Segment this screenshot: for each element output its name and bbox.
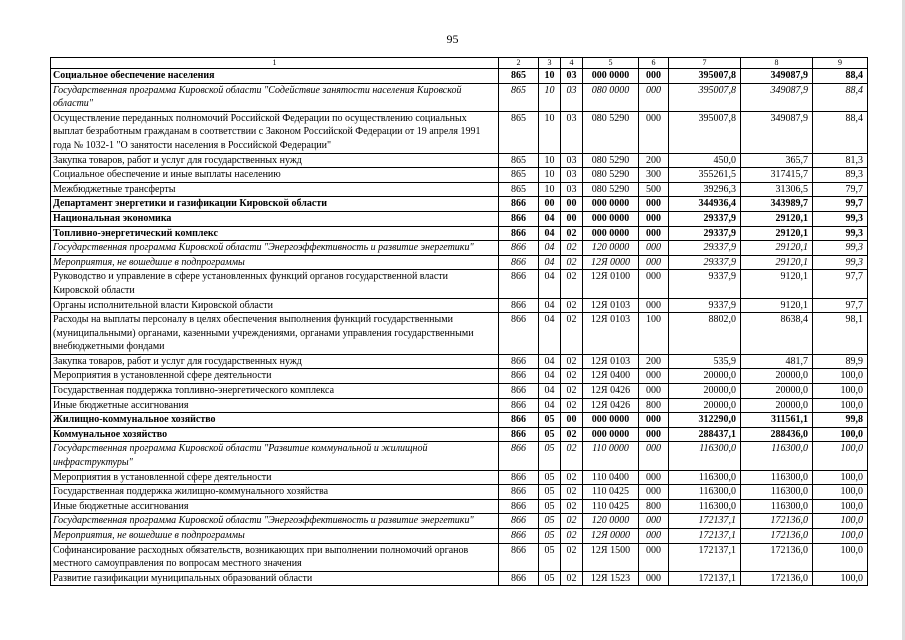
cell-expense-type: 000 xyxy=(639,470,669,485)
cell-executed-amount: 29120,1 xyxy=(741,255,813,270)
row-name: Иные бюджетные ассигнования xyxy=(51,499,499,514)
row-name: Иные бюджетные ассигнования xyxy=(51,398,499,413)
row-name: Органы исполнительной власти Кировской области xyxy=(51,298,499,313)
table-row xyxy=(51,313,868,355)
cell-expense-type: 200 xyxy=(639,153,669,168)
cell-target-article: 110 0400 xyxy=(583,470,639,485)
cell-expense-type: 000 xyxy=(639,226,669,241)
cell-percent-executed: 88,4 xyxy=(813,83,868,111)
table-row xyxy=(51,413,868,428)
row-name: Мероприятия в установленной сфере деятельности xyxy=(51,369,499,384)
table-row xyxy=(51,270,868,298)
cell-section: 00 xyxy=(539,197,561,212)
table-row xyxy=(51,543,868,571)
cell-percent-executed: 100,0 xyxy=(813,427,868,442)
cell-planned-amount: 8802,0 xyxy=(669,313,741,355)
cell-percent-executed: 100,0 xyxy=(813,470,868,485)
cell-target-article: 12Я 0426 xyxy=(583,398,639,413)
row-name: Расходы на выплаты персоналу в целях обеспечения выполнения функций государственными (муниципальными) органами, казенными учреждениями, органами управления государственными внебюджетными фондами xyxy=(51,313,499,355)
cell-executed-amount: 349087,9 xyxy=(741,69,813,84)
table-row xyxy=(51,514,868,529)
cell-subsection: 02 xyxy=(561,313,583,355)
cell-planned-amount: 172137,1 xyxy=(669,514,741,529)
row-name: Софинансирование расходных обязательств, возникающих при выполнении полномочий органов местного самоуправления по вопросам местного значения xyxy=(51,543,499,571)
cell-planned-amount: 116300,0 xyxy=(669,442,741,470)
cell-expense-type: 000 xyxy=(639,514,669,529)
cell-percent-executed: 100,0 xyxy=(813,384,868,399)
cell-percent-executed: 100,0 xyxy=(813,485,868,500)
cell-expense-type: 800 xyxy=(639,398,669,413)
cell-percent-executed: 100,0 xyxy=(813,543,868,571)
cell-section: 04 xyxy=(539,384,561,399)
cell-department-code: 866 xyxy=(499,514,539,529)
table-row xyxy=(51,369,868,384)
row-name: Топливно-энергетический комплекс xyxy=(51,226,499,241)
cell-section: 04 xyxy=(539,226,561,241)
cell-planned-amount: 172137,1 xyxy=(669,571,741,586)
column-number-row xyxy=(51,58,868,69)
cell-department-code: 866 xyxy=(499,241,539,256)
cell-subsection: 03 xyxy=(561,69,583,84)
cell-target-article: 12Я 0103 xyxy=(583,313,639,355)
cell-planned-amount: 39296,3 xyxy=(669,182,741,197)
row-name: Мероприятия, не вошедшие в подпрограммы xyxy=(51,529,499,544)
cell-section: 05 xyxy=(539,470,561,485)
cell-target-article: 120 0000 xyxy=(583,241,639,256)
cell-planned-amount: 172137,1 xyxy=(669,529,741,544)
row-name: Государственная программа Кировской области "Энергоэффективность и развитие энергетики" xyxy=(51,241,499,256)
cell-executed-amount: 20000,0 xyxy=(741,369,813,384)
cell-percent-executed: 100,0 xyxy=(813,499,868,514)
cell-section: 05 xyxy=(539,571,561,586)
cell-expense-type: 000 xyxy=(639,442,669,470)
cell-subsection: 03 xyxy=(561,168,583,183)
cell-target-article: 110 0425 xyxy=(583,485,639,500)
cell-planned-amount: 344936,4 xyxy=(669,197,741,212)
cell-department-code: 865 xyxy=(499,83,539,111)
cell-section: 05 xyxy=(539,543,561,571)
cell-target-article: 12Я 0103 xyxy=(583,354,639,369)
table-row xyxy=(51,571,868,586)
cell-expense-type: 000 xyxy=(639,69,669,84)
cell-planned-amount: 20000,0 xyxy=(669,384,741,399)
cell-department-code: 866 xyxy=(499,398,539,413)
cell-department-code: 866 xyxy=(499,470,539,485)
cell-expense-type: 000 xyxy=(639,211,669,226)
cell-executed-amount: 343989,7 xyxy=(741,197,813,212)
cell-target-article: 110 0000 xyxy=(583,442,639,470)
cell-executed-amount: 349087,9 xyxy=(741,111,813,153)
column-number: 4 xyxy=(561,58,583,69)
cell-department-code: 866 xyxy=(499,369,539,384)
cell-section: 04 xyxy=(539,354,561,369)
cell-target-article: 12Я 0103 xyxy=(583,298,639,313)
row-name: Государственная программа Кировской области "Содействие занятости населения Кировской области" xyxy=(51,83,499,111)
cell-section: 05 xyxy=(539,413,561,428)
cell-department-code: 866 xyxy=(499,270,539,298)
row-name: Жилищно-коммунальное хозяйство xyxy=(51,413,499,428)
cell-percent-executed: 98,1 xyxy=(813,313,868,355)
table-row xyxy=(51,354,868,369)
cell-section: 05 xyxy=(539,499,561,514)
cell-executed-amount: 9120,1 xyxy=(741,298,813,313)
cell-subsection: 02 xyxy=(561,427,583,442)
cell-executed-amount: 31306,5 xyxy=(741,182,813,197)
table-row xyxy=(51,197,868,212)
cell-planned-amount: 116300,0 xyxy=(669,470,741,485)
cell-percent-executed: 99,3 xyxy=(813,211,868,226)
cell-executed-amount: 172136,0 xyxy=(741,543,813,571)
cell-percent-executed: 100,0 xyxy=(813,369,868,384)
cell-percent-executed: 99,7 xyxy=(813,197,868,212)
cell-section: 05 xyxy=(539,485,561,500)
cell-subsection: 00 xyxy=(561,211,583,226)
cell-department-code: 865 xyxy=(499,69,539,84)
row-name: Социальное обеспечение и иные выплаты населению xyxy=(51,168,499,183)
cell-planned-amount: 395007,8 xyxy=(669,83,741,111)
column-number: 1 xyxy=(51,58,499,69)
column-number: 7 xyxy=(669,58,741,69)
table-row xyxy=(51,226,868,241)
cell-target-article: 000 0000 xyxy=(583,413,639,428)
table-row xyxy=(51,168,868,183)
cell-department-code: 866 xyxy=(499,529,539,544)
cell-section: 10 xyxy=(539,111,561,153)
row-name: Закупка товаров, работ и услуг для государственных нужд xyxy=(51,153,499,168)
cell-subsection: 02 xyxy=(561,529,583,544)
cell-subsection: 02 xyxy=(561,270,583,298)
table-row xyxy=(51,529,868,544)
cell-percent-executed: 99,3 xyxy=(813,241,868,256)
cell-planned-amount: 9337,9 xyxy=(669,270,741,298)
cell-executed-amount: 116300,0 xyxy=(741,470,813,485)
cell-department-code: 866 xyxy=(499,442,539,470)
cell-target-article: 12Я 1523 xyxy=(583,571,639,586)
cell-executed-amount: 116300,0 xyxy=(741,442,813,470)
cell-target-article: 080 5290 xyxy=(583,168,639,183)
row-name: Государственная программа Кировской области "Развитие коммунальной и жилищной инфраструктуры" xyxy=(51,442,499,470)
table-row xyxy=(51,398,868,413)
cell-percent-executed: 81,3 xyxy=(813,153,868,168)
cell-department-code: 866 xyxy=(499,499,539,514)
cell-percent-executed: 100,0 xyxy=(813,571,868,586)
cell-expense-type: 000 xyxy=(639,255,669,270)
cell-department-code: 866 xyxy=(499,298,539,313)
cell-section: 04 xyxy=(539,270,561,298)
cell-expense-type: 000 xyxy=(639,197,669,212)
cell-expense-type: 500 xyxy=(639,182,669,197)
cell-subsection: 02 xyxy=(561,369,583,384)
cell-target-article: 000 0000 xyxy=(583,427,639,442)
cell-target-article: 000 0000 xyxy=(583,211,639,226)
cell-target-article: 080 5290 xyxy=(583,111,639,153)
cell-percent-executed: 89,3 xyxy=(813,168,868,183)
cell-expense-type: 000 xyxy=(639,529,669,544)
row-name: Осуществление переданных полномочий Российской Федерации по осуществлению социальных выплат безработным гражданам в соответствии с Законом Российской Федерации от 19 апреля 1991 года № 1032-1 "О занятости населения в Российской Федерации" xyxy=(51,111,499,153)
cell-executed-amount: 172136,0 xyxy=(741,529,813,544)
cell-target-article: 12Я 0400 xyxy=(583,369,639,384)
cell-expense-type: 300 xyxy=(639,168,669,183)
cell-expense-type: 000 xyxy=(639,384,669,399)
cell-executed-amount: 29120,1 xyxy=(741,226,813,241)
cell-expense-type: 000 xyxy=(639,83,669,111)
cell-subsection: 02 xyxy=(561,571,583,586)
cell-section: 05 xyxy=(539,514,561,529)
cell-executed-amount: 365,7 xyxy=(741,153,813,168)
cell-expense-type: 100 xyxy=(639,313,669,355)
cell-target-article: 110 0425 xyxy=(583,499,639,514)
cell-department-code: 866 xyxy=(499,197,539,212)
row-name: Мероприятия в установленной сфере деятельности xyxy=(51,470,499,485)
row-name: Развитие газификации муниципальных образований области xyxy=(51,571,499,586)
cell-executed-amount: 288436,0 xyxy=(741,427,813,442)
table-row xyxy=(51,384,868,399)
cell-executed-amount: 8638,4 xyxy=(741,313,813,355)
cell-expense-type: 000 xyxy=(639,413,669,428)
row-name: Мероприятия, не вошедшие в подпрограммы xyxy=(51,255,499,270)
row-name: Закупка товаров, работ и услуг для государственных нужд xyxy=(51,354,499,369)
cell-department-code: 866 xyxy=(499,543,539,571)
cell-expense-type: 000 xyxy=(639,427,669,442)
cell-planned-amount: 29337,9 xyxy=(669,226,741,241)
cell-department-code: 866 xyxy=(499,313,539,355)
cell-subsection: 02 xyxy=(561,398,583,413)
cell-target-article: 12Я 1500 xyxy=(583,543,639,571)
cell-percent-executed: 88,4 xyxy=(813,69,868,84)
cell-percent-executed: 100,0 xyxy=(813,442,868,470)
cell-department-code: 865 xyxy=(499,182,539,197)
cell-section: 10 xyxy=(539,153,561,168)
cell-target-article: 12Я 0426 xyxy=(583,384,639,399)
table-row xyxy=(51,211,868,226)
table-row xyxy=(51,298,868,313)
cell-subsection: 02 xyxy=(561,442,583,470)
cell-section: 04 xyxy=(539,313,561,355)
cell-target-article: 000 0000 xyxy=(583,197,639,212)
cell-expense-type: 000 xyxy=(639,369,669,384)
column-number: 5 xyxy=(583,58,639,69)
row-name: Государственная поддержка топливно-энергетического комплекса xyxy=(51,384,499,399)
cell-subsection: 02 xyxy=(561,298,583,313)
cell-planned-amount: 312290,0 xyxy=(669,413,741,428)
cell-target-article: 080 5290 xyxy=(583,153,639,168)
table-row xyxy=(51,427,868,442)
cell-planned-amount: 395007,8 xyxy=(669,111,741,153)
cell-executed-amount: 317415,7 xyxy=(741,168,813,183)
cell-subsection: 02 xyxy=(561,226,583,241)
cell-section: 10 xyxy=(539,168,561,183)
cell-executed-amount: 9120,1 xyxy=(741,270,813,298)
cell-department-code: 865 xyxy=(499,168,539,183)
cell-planned-amount: 29337,9 xyxy=(669,241,741,256)
cell-subsection: 03 xyxy=(561,83,583,111)
cell-department-code: 865 xyxy=(499,153,539,168)
cell-subsection: 02 xyxy=(561,241,583,256)
cell-expense-type: 000 xyxy=(639,111,669,153)
cell-executed-amount: 349087,9 xyxy=(741,83,813,111)
cell-expense-type: 000 xyxy=(639,270,669,298)
cell-planned-amount: 20000,0 xyxy=(669,369,741,384)
table-row xyxy=(51,153,868,168)
row-name: Межбюджетные трансферты xyxy=(51,182,499,197)
cell-planned-amount: 355261,5 xyxy=(669,168,741,183)
cell-subsection: 02 xyxy=(561,514,583,529)
cell-planned-amount: 20000,0 xyxy=(669,398,741,413)
column-number: 6 xyxy=(639,58,669,69)
cell-section: 05 xyxy=(539,427,561,442)
cell-subsection: 02 xyxy=(561,470,583,485)
cell-section: 10 xyxy=(539,69,561,84)
cell-percent-executed: 99,8 xyxy=(813,413,868,428)
column-number: 9 xyxy=(813,58,868,69)
table-row xyxy=(51,485,868,500)
table-row xyxy=(51,499,868,514)
cell-subsection: 02 xyxy=(561,354,583,369)
cell-department-code: 866 xyxy=(499,485,539,500)
cell-subsection: 00 xyxy=(561,197,583,212)
cell-section: 04 xyxy=(539,398,561,413)
cell-percent-executed: 79,7 xyxy=(813,182,868,197)
cell-percent-executed: 100,0 xyxy=(813,398,868,413)
cell-percent-executed: 100,0 xyxy=(813,529,868,544)
cell-department-code: 866 xyxy=(499,571,539,586)
cell-section: 04 xyxy=(539,211,561,226)
cell-planned-amount: 29337,9 xyxy=(669,255,741,270)
row-name: Коммунальное хозяйство xyxy=(51,427,499,442)
cell-section: 10 xyxy=(539,182,561,197)
cell-department-code: 866 xyxy=(499,226,539,241)
cell-target-article: 080 5290 xyxy=(583,182,639,197)
cell-department-code: 866 xyxy=(499,211,539,226)
cell-section: 04 xyxy=(539,298,561,313)
table-row xyxy=(51,470,868,485)
cell-expense-type: 000 xyxy=(639,543,669,571)
table-body xyxy=(51,69,868,586)
cell-subsection: 02 xyxy=(561,499,583,514)
cell-section: 05 xyxy=(539,442,561,470)
cell-subsection: 03 xyxy=(561,182,583,197)
cell-department-code: 866 xyxy=(499,354,539,369)
cell-expense-type: 200 xyxy=(639,354,669,369)
cell-target-article: 12Я 0000 xyxy=(583,255,639,270)
cell-planned-amount: 9337,9 xyxy=(669,298,741,313)
cell-expense-type: 000 xyxy=(639,298,669,313)
cell-department-code: 865 xyxy=(499,111,539,153)
cell-planned-amount: 288437,1 xyxy=(669,427,741,442)
cell-planned-amount: 116300,0 xyxy=(669,485,741,500)
cell-executed-amount: 116300,0 xyxy=(741,485,813,500)
cell-department-code: 866 xyxy=(499,427,539,442)
cell-section: 04 xyxy=(539,241,561,256)
column-number: 8 xyxy=(741,58,813,69)
cell-target-article: 120 0000 xyxy=(583,514,639,529)
cell-planned-amount: 395007,8 xyxy=(669,69,741,84)
cell-expense-type: 800 xyxy=(639,499,669,514)
cell-percent-executed: 97,7 xyxy=(813,298,868,313)
cell-subsection: 02 xyxy=(561,485,583,500)
cell-target-article: 000 0000 xyxy=(583,69,639,84)
cell-section: 04 xyxy=(539,369,561,384)
cell-executed-amount: 172136,0 xyxy=(741,514,813,529)
cell-executed-amount: 481,7 xyxy=(741,354,813,369)
budget-table xyxy=(50,57,868,586)
cell-department-code: 866 xyxy=(499,384,539,399)
cell-planned-amount: 116300,0 xyxy=(669,499,741,514)
table-row xyxy=(51,255,868,270)
table-row xyxy=(51,111,868,153)
cell-department-code: 866 xyxy=(499,413,539,428)
cell-expense-type: 000 xyxy=(639,571,669,586)
table-row xyxy=(51,182,868,197)
cell-planned-amount: 29337,9 xyxy=(669,211,741,226)
cell-executed-amount: 116300,0 xyxy=(741,499,813,514)
cell-subsection: 00 xyxy=(561,413,583,428)
cell-executed-amount: 29120,1 xyxy=(741,241,813,256)
cell-executed-amount: 20000,0 xyxy=(741,384,813,399)
table-row xyxy=(51,241,868,256)
cell-target-article: 12Я 0000 xyxy=(583,529,639,544)
cell-percent-executed: 100,0 xyxy=(813,514,868,529)
cell-planned-amount: 535,9 xyxy=(669,354,741,369)
column-number: 3 xyxy=(539,58,561,69)
row-name: Департамент энергетики и газификации Кировской области xyxy=(51,197,499,212)
cell-department-code: 866 xyxy=(499,255,539,270)
cell-planned-amount: 172137,1 xyxy=(669,543,741,571)
cell-executed-amount: 311561,1 xyxy=(741,413,813,428)
cell-executed-amount: 172136,0 xyxy=(741,571,813,586)
cell-executed-amount: 29120,1 xyxy=(741,211,813,226)
cell-executed-amount: 20000,0 xyxy=(741,398,813,413)
page-number: 95 xyxy=(446,32,459,46)
cell-target-article: 080 0000 xyxy=(583,83,639,111)
cell-percent-executed: 99,3 xyxy=(813,226,868,241)
cell-subsection: 03 xyxy=(561,153,583,168)
table-row xyxy=(51,442,868,470)
table-row xyxy=(51,69,868,84)
cell-expense-type: 000 xyxy=(639,485,669,500)
row-name: Государственная программа Кировской области "Энергоэффективность и развитие энергетики" xyxy=(51,514,499,529)
row-name: Социальное обеспечение населения xyxy=(51,69,499,84)
cell-section: 10 xyxy=(539,83,561,111)
cell-subsection: 02 xyxy=(561,543,583,571)
cell-planned-amount: 450,0 xyxy=(669,153,741,168)
cell-target-article: 000 0000 xyxy=(583,226,639,241)
row-name: Руководство и управление в сфере установленных функций органов государственной власти Кировской области xyxy=(51,270,499,298)
column-number: 2 xyxy=(499,58,539,69)
cell-target-article: 12Я 0100 xyxy=(583,270,639,298)
cell-percent-executed: 88,4 xyxy=(813,111,868,153)
cell-subsection: 02 xyxy=(561,384,583,399)
row-name: Национальная экономика xyxy=(51,211,499,226)
cell-percent-executed: 89,9 xyxy=(813,354,868,369)
row-name: Государственная поддержка жилищно-коммунального хозяйства xyxy=(51,485,499,500)
cell-expense-type: 000 xyxy=(639,241,669,256)
table-row xyxy=(51,83,868,111)
cell-percent-executed: 97,7 xyxy=(813,270,868,298)
cell-subsection: 02 xyxy=(561,255,583,270)
cell-section: 04 xyxy=(539,255,561,270)
cell-subsection: 03 xyxy=(561,111,583,153)
cell-percent-executed: 99,3 xyxy=(813,255,868,270)
cell-section: 05 xyxy=(539,529,561,544)
